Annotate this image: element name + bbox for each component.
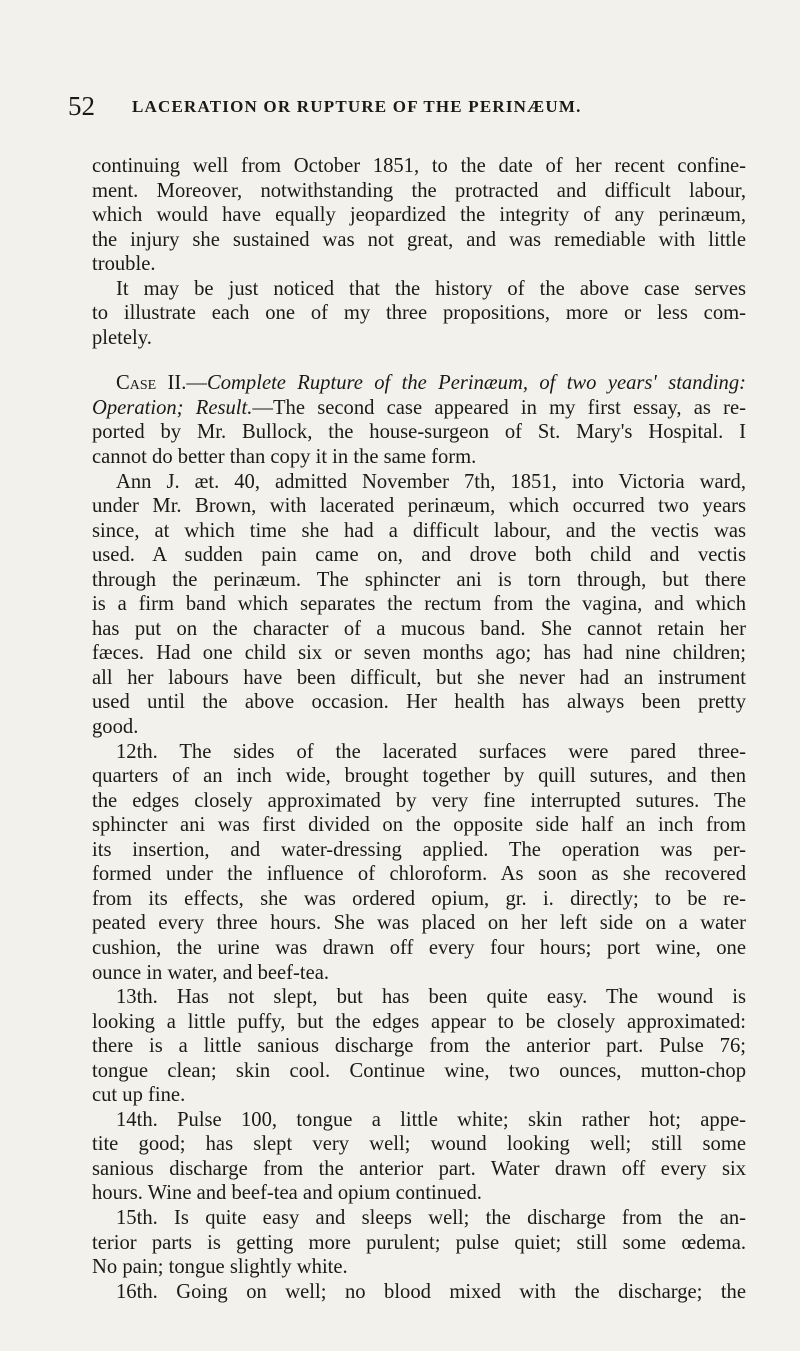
text-line: 15th. Is quite easy and sleeps well; the discharge from the an- <box>116 1206 746 1229</box>
text-line: has put on the character of a mucous band. She cannot retain her <box>92 617 746 640</box>
text-line: peated every three hours. She was placed on her left side on a water <box>92 912 746 935</box>
text-line: ment. Moreover, notwithstanding the protracted and difficult labour, <box>92 179 746 202</box>
text-line: through the perinæum. The sphincter ani is torn through, but there <box>92 568 746 591</box>
text-line: cannot do better than copy it in the same form. <box>92 446 477 469</box>
text-line: tite good; has slept very well; wound looking well; still some <box>92 1133 746 1156</box>
case-intro: —The second case appeared in my first essay, as re- <box>252 396 746 419</box>
case-label: Case II. <box>116 372 187 395</box>
text-line: from its effects, she was ordered opium, gr. i. directly; to be re- <box>92 887 746 910</box>
body-text <box>92 154 746 1304</box>
text-line: cut up fine. <box>92 1084 186 1107</box>
text-line: sanious discharge from the anterior part. Water drawn off every six <box>92 1157 746 1180</box>
text-line: Ann J. æt. 40, admitted November 7th, 1851, into Victoria ward, <box>116 470 746 493</box>
text-line: used. A sudden pain came on, and drove both child and vectis <box>92 544 746 567</box>
case-title-cont: Operation; Result. <box>92 396 253 419</box>
text-line: is a firm band which separates the rectum from the vagina, and which <box>92 593 746 616</box>
text-line: looking a little puffy, but the edges appear to be closely approximated: <box>92 1010 746 1033</box>
text-line: sphincter ani was first divided on the opposite side half an inch from <box>92 814 746 837</box>
text-line: tongue clean; skin cool. Continue wine, two ounces, mutton-chop <box>92 1059 746 1082</box>
text-line: terior parts is getting more purulent; pulse quiet; still some œdema. <box>92 1231 746 1254</box>
text-line: the injury she sustained was not great, and was remediable with little <box>92 228 746 251</box>
text-line: all her labours have been difficult, but she never had an instrument <box>92 666 746 689</box>
text-line: ounce in water, and beef-tea. <box>92 961 330 984</box>
text-line: hours. Wine and beef-tea and opium continued. <box>92 1182 482 1205</box>
text-line: quarters of an inch wide, brought together by quill sutures, and then <box>92 765 746 788</box>
text-line: fæces. Had one child six or seven months ago; has had nine children; <box>92 642 746 665</box>
text-line: under Mr. Brown, with lacerated perinæum, which occurred two years <box>92 495 746 518</box>
text-line: No pain; tongue slightly white. <box>92 1256 348 1279</box>
case-heading-line <box>92 371 746 396</box>
text-line: which would have equally jeopardized the integrity of any perinæum, <box>92 204 746 227</box>
text-line: to illustrate each one of my three propositions, more or less com- <box>92 302 746 325</box>
text-line: the edges closely approximated by very fine interrupted sutures. The <box>92 789 746 812</box>
case-heading-line <box>92 396 746 421</box>
text-line: cushion, the urine was drawn off every four hours; port wine, one <box>92 936 746 959</box>
text-line: pletely. <box>92 326 152 349</box>
text-line: good. <box>92 716 139 739</box>
case-title: Complete Rupture of the Perinæum, of two years' standing: <box>207 372 747 395</box>
text-line: 13th. Has not slept, but has been quite easy. The wound is <box>116 986 746 1009</box>
text-line: trouble. <box>92 253 156 276</box>
text-line: continuing well from October 1851, to the date of her recent confine- <box>92 155 746 177</box>
text-line: since, at which time she had a difficult labour, and the vectis was <box>92 519 746 542</box>
paragraph-gap <box>92 350 746 371</box>
text-line: used until the above occasion. Her health has always been pretty <box>92 691 746 714</box>
running-head: LACERATION OR RUPTURE OF THE PERINÆUM. <box>132 97 582 116</box>
text-line: It may be just noticed that the history of the above case serves <box>116 277 746 300</box>
text-line: its insertion, and water-dressing applied. The operation was per- <box>92 838 746 861</box>
text-line: ported by Mr. Bullock, the house-surgeon of St. Mary's Hospital. I <box>92 421 746 444</box>
case-dash: — <box>186 372 208 395</box>
page-header <box>68 86 748 126</box>
text-line: 16th. Going on well; no blood mixed with the discharge; the <box>116 1280 746 1303</box>
page-number: 52 <box>68 91 95 121</box>
text-line: formed under the influence of chloroform. As soon as she recovered <box>92 863 746 886</box>
text-line: 14th. Pulse 100, tongue a little white; skin rather hot; appe- <box>116 1108 746 1131</box>
text-line: there is a little sanious discharge from the anterior part. Pulse 76; <box>92 1035 746 1058</box>
text-line: 12th. The sides of the lacerated surfaces were pared three- <box>116 740 746 763</box>
